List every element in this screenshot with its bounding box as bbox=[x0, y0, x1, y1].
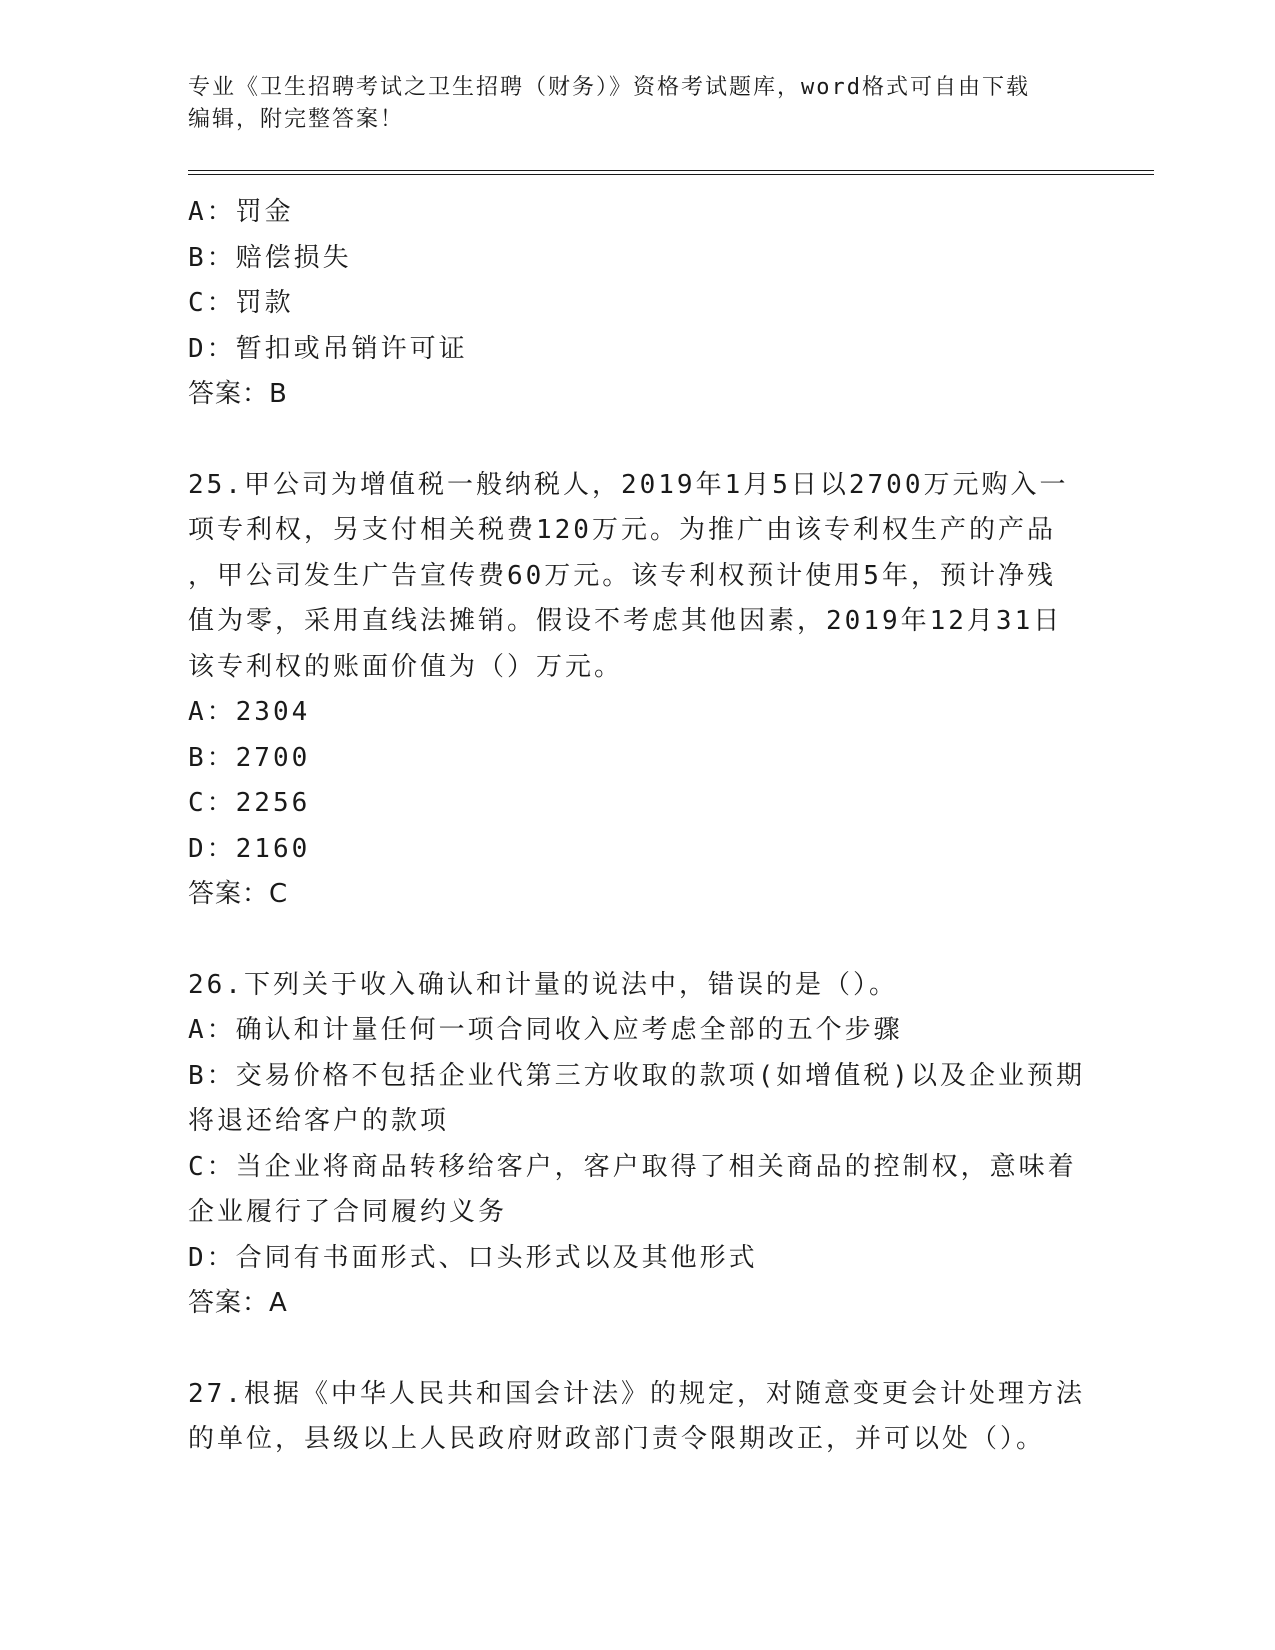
answer-line: 答案：A bbox=[188, 1288, 288, 1318]
question-27-block bbox=[188, 1372, 1088, 1463]
spacer bbox=[188, 918, 1088, 963]
question-text-line: 值为零，采用直线法摊销。假设不考虑其他因素，2019年12月31日 bbox=[188, 606, 1063, 636]
option-d: D：合同有书面形式、口头形式以及其他形式 bbox=[188, 1242, 758, 1273]
option-b: B：交易价格不包括企业代第三方收取的款项(如增值税)以及企业预期 bbox=[188, 1060, 1085, 1091]
header-divider-bottom bbox=[188, 174, 1154, 175]
question-24-block bbox=[188, 190, 1088, 418]
option-b: B：2700 bbox=[188, 742, 311, 773]
option-c-continued: 企业履行了合同履约义务 bbox=[188, 1197, 508, 1227]
question-text-line: 25.甲公司为增值税一般纳税人，2019年1月5日以2700万元购入一 bbox=[188, 469, 1069, 500]
option-a: A：2304 bbox=[188, 697, 311, 727]
header-divider-top bbox=[188, 170, 1154, 171]
question-26-block bbox=[188, 963, 1088, 1327]
spacer bbox=[188, 1327, 1088, 1372]
document-header bbox=[188, 72, 1088, 136]
option-c: C：罚款 bbox=[188, 288, 294, 318]
answer-line: 答案：C bbox=[188, 879, 289, 909]
question-25-block bbox=[188, 463, 1088, 918]
option-b: B：赔偿损失 bbox=[188, 242, 352, 273]
question-list bbox=[188, 190, 1088, 1463]
answer-line: 答案：B bbox=[188, 379, 288, 409]
question-text-line: 该专利权的账面价值为（）万元。 bbox=[188, 651, 624, 682]
option-b-continued: 将退还给客户的款项 bbox=[188, 1106, 450, 1136]
option-d: D：2160 bbox=[188, 833, 311, 864]
question-text-line: 项专利权，另支付相关税费120万元。为推广由该专利权生产的产品 bbox=[188, 515, 1056, 545]
option-c: C：当企业将商品转移给客户，客户取得了相关商品的控制权，意味着 bbox=[188, 1151, 1077, 1182]
question-text-line: ，甲公司发生广告宣传费60万元。该专利权预计使用5年，预计净残 bbox=[188, 560, 1056, 591]
header-line-2: 编辑，附完整答案！ bbox=[188, 107, 405, 132]
header-line-1: 专业《卫生招聘考试之卫生招聘（财务）》资格考试题库，word格式可自由下载 bbox=[188, 75, 1030, 100]
option-a: A：确认和计量任何一项合同收入应考虑全部的五个步骤 bbox=[188, 1015, 903, 1045]
question-text-line: 27.根据《中华人民共和国会计法》的规定，对随意变更会计处理方法 bbox=[188, 1378, 1085, 1409]
spacer bbox=[188, 418, 1088, 463]
option-a: A：罚金 bbox=[188, 197, 294, 227]
option-c: C：2256 bbox=[188, 788, 311, 818]
question-text-line: 的单位，县级以上人民政府财政部门责令限期改正，并可以处（）。 bbox=[188, 1424, 1046, 1454]
question-text-line: 26.下列关于收入确认和计量的说法中，错误的是（）。 bbox=[188, 969, 898, 1000]
option-d: D：暂扣或吊销许可证 bbox=[188, 333, 468, 364]
